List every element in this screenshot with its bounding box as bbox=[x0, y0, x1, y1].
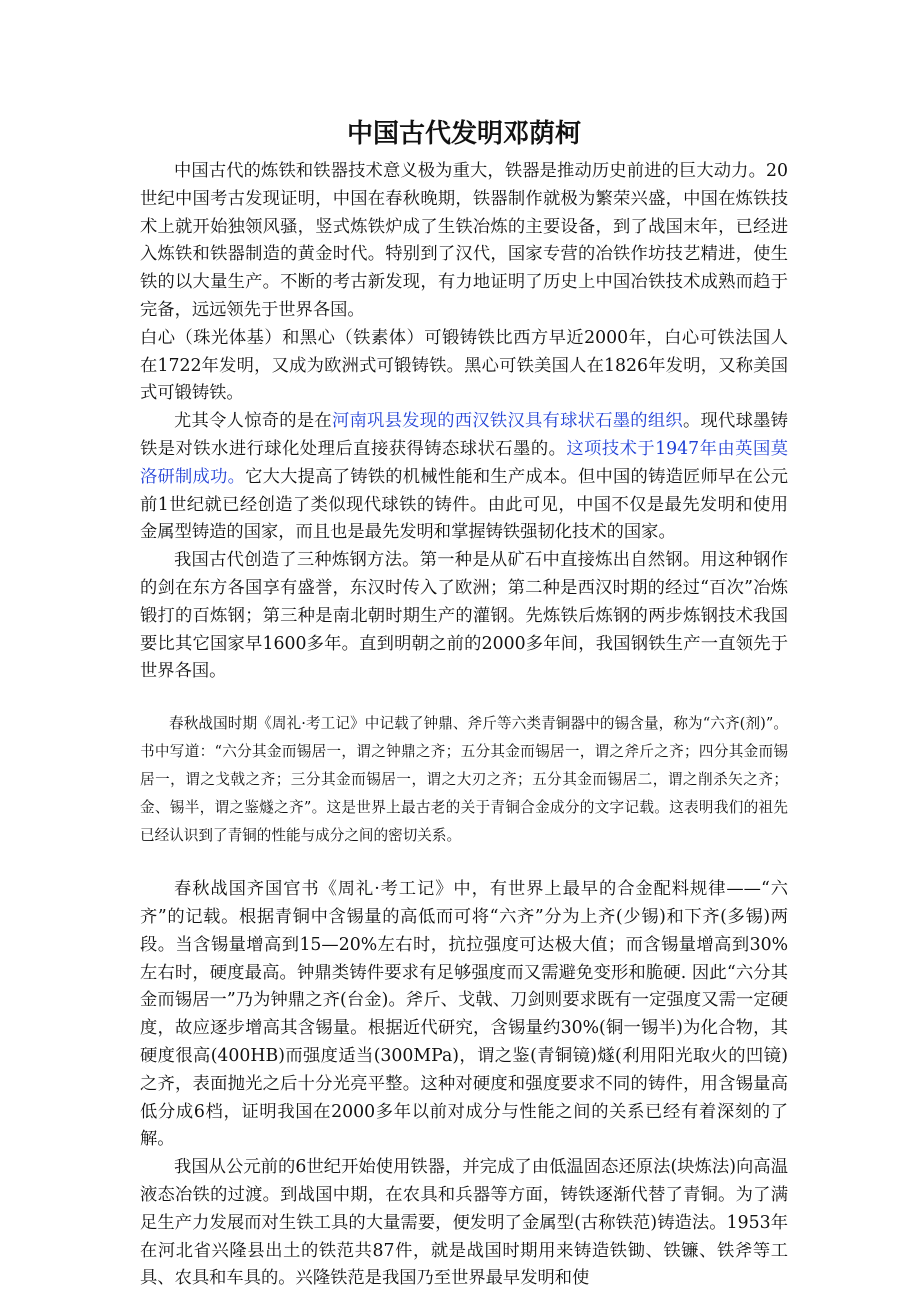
text-segment: 它大大提高了铸铁的机械性能和生产成本。但中国的铸造匠师早在公元前1世纪就已经创造了类似现代球铁的铸件。由此可见，中国不仅是最先发明和使用金属型铸造的国家，而且也是最先发明和掌握铸铁强韧化技术的国家。 bbox=[140, 466, 788, 543]
document-title: 中国古代发明邓荫柯 bbox=[346, 119, 581, 149]
paragraph-nodular-iron bbox=[140, 408, 788, 547]
paragraph-six-alloys-quote: 春秋战国时期《周礼·考工记》中记载了钟鼎、斧斤等六类青铜器中的锡含量，称为“六齐(剂)”。 书中写道：“六分其金而锡居一，谓之钟鼎之齐；五分其金而锡居一，谓之斧斤之齐；四分其金而锡居一，谓之戈戟之齐；三分其金而锡居一，谓之大刃之齐；五分其金而锡居二，谓之削杀矢之齐；金、锡半，谓之鉴燧之齐”。这是世界上最古老的关于青铜合金成分的文字记载。这表明我们的祖先已经认识到了青铜的性能与成分之间的密切关系。 bbox=[140, 715, 788, 845]
paragraph-malleable-iron: 白心（珠光体基）和黑心（铁素体）可锻铸铁比西方早近2000年，白心可铁法国人在1722年发明，又成为欧洲式可锻铸铁。黑心可铁美国人在1826年发明，又称美国式可锻铸铁。 bbox=[140, 327, 788, 404]
paragraph-iron-history: 中国古代的炼铁和铁器技术意义极为重大，铁器是推动历史前进的巨大动力。20世纪中国考古发现证明，中国在春秋晚期，铁器制作就极为繁荣兴盛，中国在炼铁技术上就开始独领风骚，竖式炼铁炉成了生铁冶炼的主要设备，到了战国末年，已经进入炼铁和铁器制造的黄金时代。特别到了汉代，国家专营的冶铁作坊技艺精进，使生铁的以大量生产。不断的考古新发现，有力地证明了历史上中国冶铁技术成熟而趋于完备，远远领先于世界各国。 bbox=[140, 161, 788, 320]
paragraph-steelmaking: 我国古代创造了三种炼钢方法。第一种是从矿石中直接炼出自然钢。用这种钢作的剑在东方各国享有盛誉，东汉时传入了欧洲；第二种是西汉时期的经过“百次”冶炼锻打的百炼钢；第三种是南北朝时期生产的灌钢。先炼铁后炼钢的两步炼钢技术我国要比其它国家早1600多年。直到明朝之前的2000多年间，我国钢铁生产一直领先于世界各国。 bbox=[140, 550, 788, 682]
paragraph-iron-molds: 我国从公元前的6世纪开始使用铁器，并完成了由低温固态还原法(块炼法)向高温液态冶铁的过渡。到战国中期，在农具和兵器等方面，铸铁逐渐代替了青铜。为了满足生产力发展而对生铁工具的大量需要，便发明了金属型(古称铁范)铸造法。1953年在河北省兴隆县出土的铁范共87件，就是战国时期用来铸造铁锄、铁镰、铁斧等工具、农具和车具的。兴隆铁范是我国乃至世界最早发明和使 bbox=[140, 1157, 788, 1289]
spacer bbox=[140, 850, 788, 876]
link-1947-technique[interactable]: 这项技术于1947年由英国莫洛研制成功。 bbox=[140, 438, 788, 487]
document-page bbox=[140, 112, 788, 1293]
text-segment: 尤其令人惊奇的是在 bbox=[174, 411, 332, 432]
spacer bbox=[140, 686, 788, 710]
text-segment: 。现代球墨铸铁是对铁水进行球化处理后直接获得铸态球状石墨的。 bbox=[140, 411, 788, 459]
link-henan-discovery[interactable]: 河南巩县发现的西汉铁汉具有球状石墨的组织 bbox=[331, 411, 683, 432]
paragraph-kaogongji: 春秋战国齐国官书《周礼·考工记》中，有世界上最早的合金配料规律——“六齐”的记载。根据青铜中含锡量的高低而可将“六齐”分为上齐(少锡)和下齐(多锡)两段。当含锡量增高到15—20%左右时，抗拉强度可达极大值；而含锡量增高到30%左右时，硬度最高。钟鼎类铸件要求有足够强度而又需避免变形和脆硬. 因此“六分其金而锡居一”乃为钟鼎之齐(台金)。斧斤、戈戟、刀剑则要求既有一定强度又需一定硬度，故应逐步增高其含锡量。根据近代研究，含锡量约30%(铜一锡半)为化合物，其硬度很高(400HB)而强度适当(300MPa)，谓之鉴(青铜镜)燧(利用阳光取火的凹镜)之齐，表面抛光之后十分光亮平整。这种对硬度和强度要求不同的铸件，用含锡量高低分成6档，证明我国在2000多年以前对成分与性能之间的关系已经有着深刻的了解。 bbox=[140, 879, 788, 1150]
